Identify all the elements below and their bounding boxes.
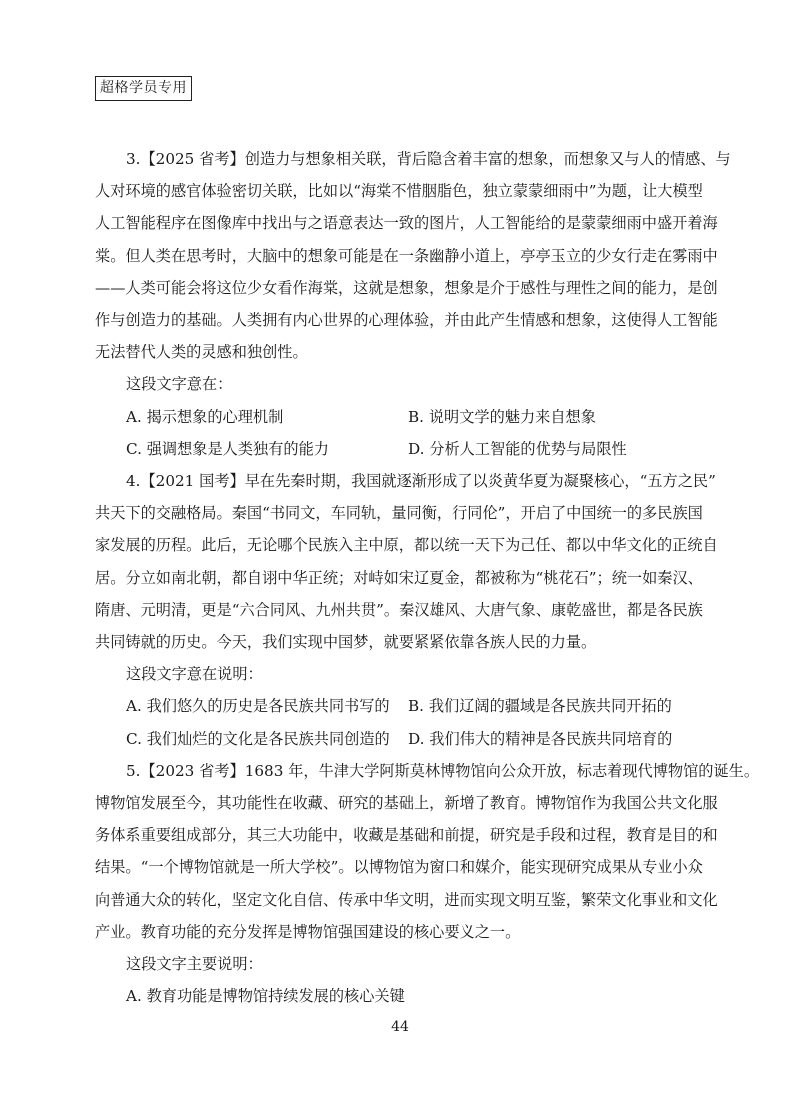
question-content [95,143,760,1012]
question-3-line: ——人类可能会将这位少女看作海棠，这就是想象，想象是介于感性与理性之间的能力，是创 [95,278,718,297]
question-3-prompt: 这段文字意在： [126,375,233,394]
question-5-line: 产业。教育功能的充分发挥是博物馆强国建设的核心要义之一。 [95,922,521,941]
page-number: 44 [391,1019,409,1035]
option-c[interactable]: C. 强调想象是人类独有的能力 [126,439,329,458]
question-3 [95,143,731,465]
question-5-line: 务体系重要组成部分，其三大功能中，收藏是基础和前提，研究是手段和过程，教育是目的和 [95,826,718,845]
question-4-line: 共天下的交融格局。秦国“书同文，车同轨，量同衡，行同伦”，开启了中国统一的多民族国 [95,504,703,523]
question-3-line: 作与创造力的基础。人类拥有内心世界的心理体验，并由此产生情感和想象，这使得人工智能 [95,311,718,330]
question-3-options-row-2 [95,433,708,465]
option-c[interactable]: C. 我们灿烂的文化是各民族共同创造的 [126,729,390,748]
option-d[interactable]: D. 分析人工智能的优势与局限性 [408,439,627,458]
question-4-line: 4.【2021 国考】早在先秦时期，我国就逐渐形成了以炎黄华夏为凝聚核心，“五方之民” [126,472,716,491]
question-5-line: 博物馆发展至今，其功能性在收藏、研究的基础上，新增了教育。博物馆作为我国公共文化服 [95,794,718,813]
question-3-line: 棠。但人类在思考时，大脑中的想象可能是在一条幽静小道上，亭亭玉立的少女行走在雾雨中 [95,246,718,265]
question-5-prompt: 这段文字主要说明： [126,955,263,974]
question-3-line: 无法替代人类的灵感和独创性。 [95,343,308,362]
question-4-line: 居。分立如南北朝，都自诩中华正统；对峙如宋辽夏金，都被称为“桃花石”；统一如秦汉、 [95,568,703,587]
question-5 [95,755,760,1013]
question-4-options-row-2 [95,723,708,755]
question-3-options-row-1 [95,401,708,433]
option-b[interactable]: B. 我们辽阔的疆域是各民族共同开拓的 [408,697,672,716]
exclusive-label: 超格学员专用 [100,80,187,96]
question-3-line: 人对环境的感官体验密切关联，比如以“海棠不惜胭脂色，独立蒙蒙细雨中”为题，让大模型 [95,182,703,201]
option-a[interactable]: A. 揭示想象的心理机制 [126,407,284,426]
question-4-prompt: 这段文字意在说明： [126,665,263,684]
question-4 [95,465,718,755]
question-4-options-row-1 [95,690,708,722]
question-4-line: 隋唐、元明清，更是“六合同风、九州共贯”。秦汉雄风、大唐气象、康乾盛世，都是各民族 [95,600,703,619]
question-5-line: 结果。“一个博物馆就是一所大学校”。以博物馆为窗口和媒介，能实现研究成果从专业小众 [95,858,703,877]
exclusive-label-box [95,76,192,101]
option-a[interactable]: A. 我们悠久的历史是各民族共同书写的 [126,697,390,716]
question-3-line: 3.【2025 省考】创造力与想象相关联，背后隐含着丰富的想象，而想象又与人的情感、与 [126,150,731,168]
question-4-line: 共同铸就的历史。今天，我们实现中国梦，就要紧紧依靠各族人民的力量。 [95,633,597,652]
question-4-line: 家发展的历程。此后，无论哪个民族入主中原，都以统一天下为己任、都以中华文化的正统自 [95,536,718,555]
question-5-line: 向普通大众的转化，坚定文化自信、传承中华文明，进而实现文明互鉴，繁荣文化事业和文化 [95,890,718,909]
option-b[interactable]: B. 说明文学的魅力来自想象 [408,407,596,426]
question-5-line: 5.【2023 省考】1683 年，牛津大学阿斯莫林博物馆向公众开放，标志着现代博物馆的诞生。 [126,761,760,780]
question-3-line: 人工智能程序在图像库中找出与之语意表达一致的图片，人工智能给的是蒙蒙细雨中盛开着海 [95,214,718,233]
option-a[interactable]: A. 教育功能是博物馆持续发展的核心关键 [126,987,405,1006]
option-d[interactable]: D. 我们伟大的精神是各民族共同培育的 [408,729,673,748]
